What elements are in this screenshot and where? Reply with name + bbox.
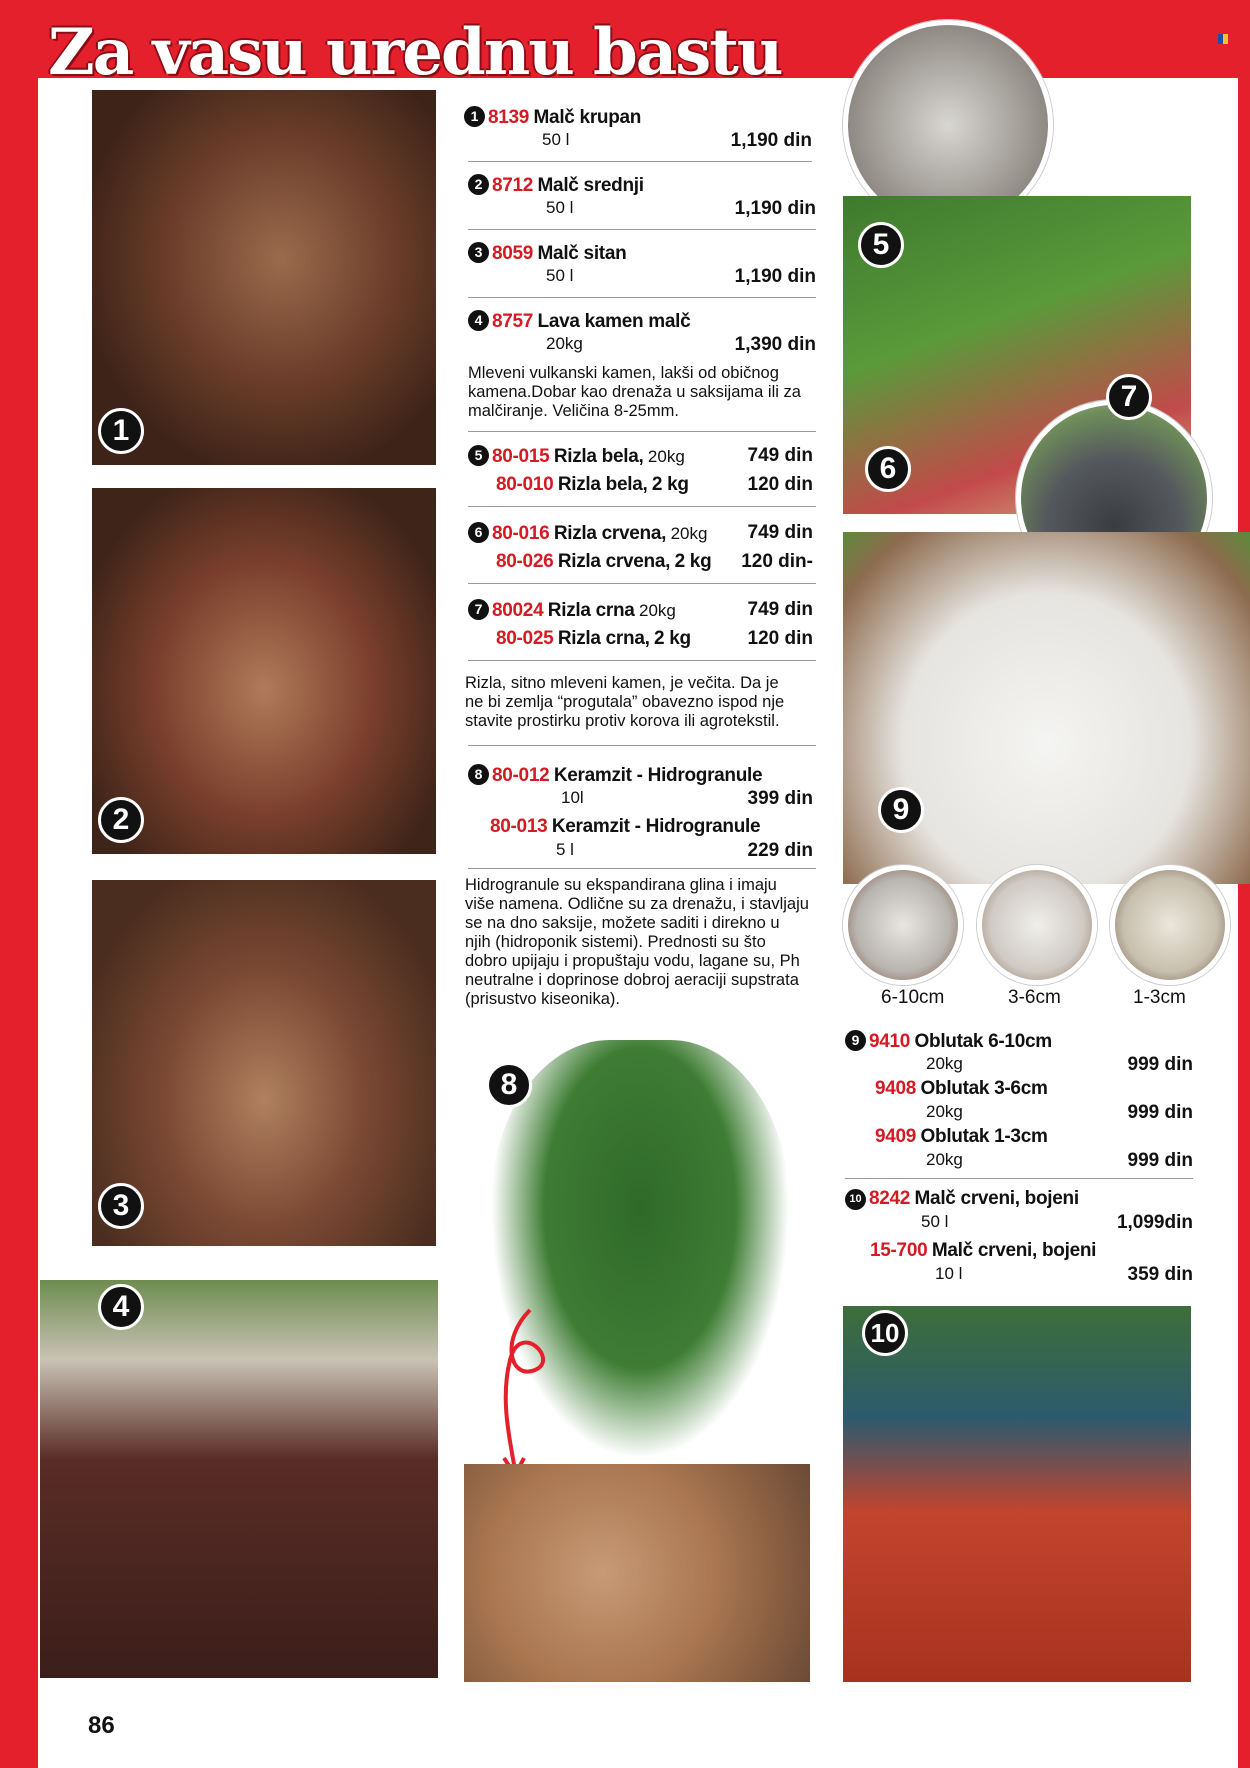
description-line: stavite prostirku protiv korova ili agrotekstil. [465,712,780,730]
description-line: (prisustvo kiseonika). [465,990,620,1008]
pebble-size-label: 6-10cm [881,987,945,1008]
product-code: 80-026 [496,551,554,572]
product-qty-row [845,1150,1193,1174]
photo-mulch-large [92,90,436,465]
product-name: Lava kamen malč [537,311,691,332]
product-title-row [468,816,813,840]
product-price: 120 din [747,474,813,495]
product-price: 999 din [1127,1150,1193,1171]
product-name: Oblutak 3-6cm [920,1078,1048,1099]
product-code: 80-015 [492,446,550,467]
product-entry-3 [468,242,816,296]
product-code: 80-016 [492,523,550,544]
photo-lava-garden [40,1280,438,1678]
product-qty: 2 kg [674,551,712,572]
product-name: Keramzit - Hidrogranule [553,765,763,786]
description-line: ne bi zemlja “progutala” obavezno ispod nje [465,693,785,711]
product-qty-row [468,198,816,228]
description-line: više namena. Odlične su za drenažu, i stavljaju [465,895,809,913]
photo-mulch-medium [92,488,436,854]
product-title-row [468,474,813,503]
product-qty-row [464,130,812,160]
pebble-size-label: 1-3cm [1133,987,1186,1008]
product-qty-row [468,266,816,296]
badge-9: 9 [878,787,924,833]
description-line: Rizla, sitno mleveni kamen, je večita. Da je [465,674,779,692]
product-price: 999 din [1127,1102,1193,1123]
product-entry-4 [468,310,816,421]
product-name: Rizla crna, [557,628,650,649]
product-code: 8757 [492,311,534,332]
divider [468,431,816,432]
product-name: Oblutak 1-3cm [920,1126,1048,1147]
badge-1: 1 [98,408,144,454]
product-entry-1 [464,106,812,160]
product-entry-8 [468,764,813,868]
product-entry-5 [468,445,813,503]
product-name: Rizla crvena, [553,523,667,544]
product-title-row [845,1126,1193,1150]
product-title-row [845,1078,1193,1102]
product-entry-9 [845,1030,1193,1174]
item-number-badge: 9 [845,1030,866,1051]
product-price: 999 din [1127,1054,1193,1075]
product-price: 1,190 din [734,266,816,287]
product-title-row [468,174,816,198]
product-qty: 50 l [546,266,574,285]
product-qty: 50 l [546,198,574,217]
product-title-row [468,310,816,334]
divider [468,868,816,869]
product-code: 8712 [492,175,534,196]
product-qty-row [845,1212,1193,1240]
product-title-row [845,1188,1193,1212]
divider [468,297,816,298]
brand-logo [1218,34,1228,44]
product-code: 80-012 [492,765,550,786]
product-qty-row [468,788,813,816]
product-title-row [845,1240,1193,1264]
product-code: 8059 [492,243,534,264]
product-entry-2 [468,174,816,228]
description-line: neutralne i doprinose dobroj aeraciji supstrata [465,971,799,989]
product-description [465,876,820,1009]
product-qty: 50 l [921,1212,949,1231]
product-title-row [845,1030,1193,1054]
product-title-row [468,628,813,657]
product-price: 1,190 din [730,130,812,151]
product-name: Malč crveni, bojeni [931,1240,1097,1261]
product-title-row [464,106,812,130]
page-number: 86 [88,1712,115,1739]
product-code: 80-025 [496,628,554,649]
product-price: 120 din- [741,551,813,572]
item-number-badge: 2 [468,174,489,195]
badge-2: 2 [98,797,144,843]
description-line: se na dno saksije, možete saditi i direkno u [465,914,780,932]
page-title: Za vasu urednu bastu [48,15,782,90]
product-title-row [468,764,813,788]
badge-4: 4 [98,1284,144,1330]
badge-8: 8 [486,1062,532,1108]
product-price: 120 din [747,628,813,649]
photo-pebbles-6-10 [843,865,963,985]
product-name: Oblutak 6-10cm [914,1031,1052,1052]
description-line: Mleveni vulkanski kamen, lakši od običnog [468,364,779,382]
product-qty: 20kg [546,334,583,353]
product-code: 80-013 [490,816,548,837]
product-qty: 5 l [556,840,574,859]
product-qty: 10 l [935,1264,963,1283]
photo-pebbles-1-3 [1110,865,1230,985]
badge-7: 7 [1106,374,1152,420]
product-code: 9408 [875,1078,917,1099]
product-price: 229 din [747,840,813,861]
product-qty: 20kg [926,1054,963,1073]
item-number-badge: 4 [468,310,489,331]
right-border [1238,0,1250,1768]
photo-red-mulch [843,1306,1191,1682]
product-code: 15-700 [870,1240,928,1261]
product-title-row [468,551,813,580]
item-number-badge: 1 [464,106,485,127]
product-name: Malč krupan [533,107,642,128]
product-price: 749 din [747,445,813,466]
product-description [465,674,820,731]
product-qty: 20kg [670,524,708,543]
product-qty: 20kg [926,1150,963,1169]
item-number-badge: 8 [468,764,489,785]
description-line: njih (hidroponik sistemi). Prednosti su što [465,933,766,951]
product-name: Rizla bela, [553,446,644,467]
product-qty-row [468,840,813,868]
product-name: Keramzit - Hidrogranule [551,816,761,837]
item-number-badge: 3 [468,242,489,263]
product-qty-row [845,1054,1193,1078]
product-qty-row [468,334,816,364]
pebble-size-label: 3-6cm [1008,987,1061,1008]
product-price: 1,390 din [734,334,816,355]
product-title-row [468,599,813,628]
product-qty: 20kg [926,1102,963,1121]
product-name: Malč crveni, bojeni [914,1188,1079,1209]
red-arrow-icon [490,1300,570,1480]
product-price: 749 din [747,599,813,620]
product-name: Malč sitan [537,243,627,264]
divider [468,660,816,661]
photo-clay-pebbles [464,1464,810,1682]
product-title-row [468,522,813,551]
divider [468,583,816,584]
badge-10: 10 [862,1310,908,1356]
divider [468,506,816,507]
product-price: 749 din [747,522,813,543]
product-qty: 50 l [542,130,570,149]
product-qty: 20kg [639,601,676,620]
product-code: 80-010 [496,474,554,495]
product-code: 9410 [869,1031,911,1052]
item-number-badge: 6 [468,522,489,543]
product-code: 80024 [492,600,544,621]
photo-mulch-small [92,880,436,1246]
product-title-row [468,242,816,266]
product-price: 1,099din [1116,1212,1193,1233]
description-line: kamena.Dobar kao drenaža u saksijama ili za [468,383,801,401]
divider [468,161,812,162]
product-name: Malč srednji [537,175,644,196]
badge-3: 3 [98,1183,144,1229]
product-qty: 10l [561,788,584,807]
product-code: 8242 [869,1188,911,1209]
product-title-row [468,445,813,474]
product-qty: 20kg [647,447,685,466]
divider [468,229,816,230]
product-code: 8139 [488,107,530,128]
divider [468,745,816,746]
product-entry-7 [468,599,813,657]
product-code: 9409 [875,1126,917,1147]
description-line: malčiranje. Veličina 8-25mm. [468,402,679,420]
item-number-badge: 7 [468,599,489,620]
product-qty-row [845,1102,1193,1126]
description-line: dobro upijaju i propuštaju vodu, lagane su, Ph [465,952,800,970]
product-description [468,364,816,421]
description-line: Hidrogranule su ekspandirana glina i imaju [465,876,777,894]
product-name: Rizla crna [547,600,635,621]
badge-5: 5 [858,222,904,268]
product-price: 359 din [1127,1264,1193,1285]
product-entry-6 [468,522,813,580]
photo-pebbles-3-6 [977,865,1097,985]
product-name: Rizla crvena, [557,551,671,572]
product-qty: 2 kg [651,474,689,495]
divider [845,1178,1193,1179]
product-price: 399 din [747,788,813,809]
product-qty-row [845,1264,1193,1288]
item-number-badge: 5 [468,445,489,466]
product-qty: 2 kg [654,628,691,649]
left-border [0,0,38,1768]
item-number-badge: 10 [845,1189,866,1210]
product-name: Rizla bela, [557,474,648,495]
badge-6: 6 [865,446,911,492]
product-entry-10 [845,1188,1193,1288]
product-price: 1,190 din [734,198,816,219]
